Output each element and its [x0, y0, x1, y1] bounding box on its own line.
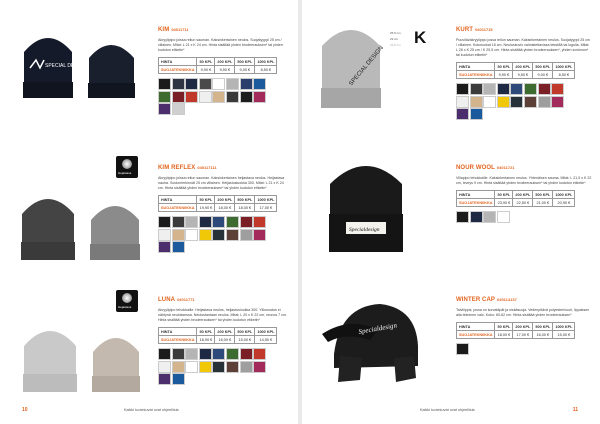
- color-swatch: [158, 103, 171, 115]
- color-swatch: [212, 348, 225, 360]
- color-swatch: [158, 241, 171, 253]
- right-page: [302, 0, 600, 424]
- badge-label: Hejastava: [118, 305, 132, 309]
- color-swatch: [524, 83, 537, 95]
- luna-description: Akryylipipo tehokkaille. Heijastava neulos, heijastusluokka 300. Ylikorostus ei nähtynä neuloksessa. Neulostantaan neulos. Mitat: L 20 x K 22 cm, reunos 7 cm. Hinta sisältää yhden brodeerauksen* tai yhden kudotun etiketin*: [158, 308, 287, 322]
- ruler-label: 23 cm: [390, 37, 399, 41]
- price-cell: 18,00 €: [215, 204, 235, 212]
- color-swatch: [185, 91, 198, 103]
- color-swatch: [212, 216, 225, 228]
- color-swatch: [253, 91, 266, 103]
- color-swatch: [158, 78, 171, 90]
- color-swatch: [240, 78, 253, 90]
- qty-header: 500 KPL: [235, 196, 255, 204]
- color-swatch: [253, 216, 266, 228]
- price-label: HINTA: [457, 323, 495, 331]
- nour-wool-code: 04011721: [496, 165, 515, 170]
- color-swatch: [524, 96, 537, 108]
- price-cell: 9,90 €: [197, 66, 215, 74]
- color-swatch: [470, 83, 483, 95]
- qty-header: 50 KPL: [197, 58, 215, 66]
- kurt-color-swatches: [456, 83, 572, 121]
- price-cell: 9,50 €: [215, 66, 235, 74]
- color-swatch: [483, 96, 496, 108]
- price-cell: 9,00 €: [235, 66, 255, 74]
- price-cell: 18,00 €: [495, 331, 513, 339]
- left-page: [0, 0, 298, 424]
- color-swatch: [470, 108, 483, 120]
- color-swatch: [240, 91, 253, 103]
- kim-reflex-price-table: [158, 195, 277, 212]
- ruler-label: 25,5 cm: [390, 31, 401, 35]
- price-cell: 21,00 €: [533, 199, 553, 207]
- qty-header: 500 KPL: [533, 323, 553, 331]
- price-label: HINTA: [159, 328, 197, 336]
- color-swatch: [483, 83, 496, 95]
- color-swatch: [172, 348, 185, 360]
- kurt-description: Puuvilla/akryylipipo jossa reilun sauman. Kaksinkertainen neulos. Suojatyyppi 25 cm / villainen. Kokoluokat 16 cm. Neuloskuvio valmistettavissa tekstillä tai logolla. Mitat: L 26 x K 25 cm / K 25,5 cm. Hinta sisältää yhden brodeerauksen*, yhden sovinnon* tai kudotun etiketin*: [456, 38, 591, 57]
- color-swatch: [240, 216, 253, 228]
- price-cell: 20,90 €: [553, 199, 575, 207]
- kim-hat-white-logo-image: [18, 30, 87, 100]
- color-swatch: [199, 91, 212, 103]
- kim-hat-print: SPECIAL DESIGN: [45, 63, 87, 69]
- product-nour-wool: [456, 156, 592, 224]
- kim-reflex-hat-grey-image: [86, 198, 144, 262]
- kurt-hat-grey-image: [316, 20, 386, 110]
- finish-label: SUOJATEKNIIKKA: [159, 336, 197, 344]
- kim-name: KIM: [158, 27, 170, 33]
- color-swatch: [226, 229, 239, 241]
- nour-wool-color-swatches: [456, 211, 572, 224]
- color-swatch: [456, 343, 469, 355]
- kurt-name: KURT: [456, 27, 474, 33]
- kim-reflex-hat-dark-image: [16, 190, 80, 262]
- color-swatch: [240, 229, 253, 241]
- color-swatch: [456, 83, 469, 95]
- color-swatch: [253, 348, 266, 360]
- luna-name: LUNA: [158, 297, 176, 303]
- color-swatch: [212, 78, 225, 90]
- qty-header: 1000 KPL: [553, 191, 575, 199]
- color-swatch: [172, 229, 185, 241]
- qty-header: 50 KPL: [495, 191, 513, 199]
- kurt-size-ruler: [390, 30, 401, 48]
- reflective-badge-icon: [116, 156, 138, 178]
- qty-header: 200 KPL: [513, 323, 533, 331]
- color-swatch: [185, 229, 198, 241]
- size-k-label: K: [414, 28, 427, 47]
- color-swatch: [253, 78, 266, 90]
- qty-header: 200 KPL: [513, 63, 533, 71]
- price-cell: 16,00 €: [533, 331, 553, 339]
- finish-label: SUOJATEKNIIKKA: [159, 204, 197, 212]
- kim-hat-dark-image: [84, 38, 139, 100]
- kim-reflex-code: 040117111: [197, 165, 217, 170]
- luna-code: 04011771: [177, 297, 195, 302]
- kim-reflex-description: Akryylipipo joissa reilun sauman. Kaksinkertainen heijastava neulos. Heijastava nauha. Soolomerkinnät 25 cm villainen. Heijastusluokka 300. Mitat: L 21 x K 24 cm. Hinta sisältää yhden brodeerauksen* tai yhden kudotun etiketin*: [158, 176, 285, 190]
- luna-hat-beige-image: [88, 330, 144, 394]
- color-swatch: [538, 96, 551, 108]
- price-cell: 16,90 €: [197, 336, 215, 344]
- color-swatch: [240, 361, 253, 373]
- color-swatch: [158, 348, 171, 360]
- qty-header: 200 KPL: [215, 196, 235, 204]
- price-cell: 8,50 €: [553, 71, 575, 79]
- qty-header: 50 KPL: [197, 196, 215, 204]
- color-swatch: [158, 361, 171, 373]
- color-swatch: [172, 91, 185, 103]
- color-swatch: [158, 216, 171, 228]
- color-swatch: [172, 216, 185, 228]
- qty-header: 200 KPL: [215, 328, 235, 336]
- price-cell: 19,90 €: [197, 204, 215, 212]
- price-cell: 17,00 €: [513, 331, 533, 339]
- color-swatch: [185, 216, 198, 228]
- finish-label: SUOJATEKNIIKKA: [457, 199, 495, 207]
- price-cell: 17,00 €: [255, 204, 277, 212]
- color-swatch: [456, 211, 469, 223]
- color-swatch: [226, 78, 239, 90]
- color-swatch: [199, 216, 212, 228]
- winter-cap-price-table: [456, 322, 575, 339]
- luna-hat-light-image: [18, 322, 82, 394]
- color-swatch: [172, 103, 185, 115]
- price-cell: 23,90 €: [495, 199, 513, 207]
- color-swatch: [226, 361, 239, 373]
- color-swatch: [185, 348, 198, 360]
- badge-label: Hejastava: [118, 171, 132, 175]
- color-swatch: [212, 229, 225, 241]
- color-swatch: [510, 83, 523, 95]
- color-swatch: [240, 348, 253, 360]
- price-label: HINTA: [159, 196, 197, 204]
- color-swatch: [470, 211, 483, 223]
- color-swatch: [253, 361, 266, 373]
- luna-price-table: [158, 327, 277, 344]
- qty-header: 1000 KPL: [255, 328, 277, 336]
- footer-note: Kaikki tuotekuvat ovat ohjeellisia: [124, 408, 179, 412]
- color-swatch: [212, 91, 225, 103]
- color-swatch: [158, 229, 171, 241]
- color-swatch: [483, 211, 496, 223]
- qty-header: 50 KPL: [495, 323, 513, 331]
- color-swatch: [199, 361, 212, 373]
- price-label: HINTA: [159, 58, 197, 66]
- kim-price-table: [158, 57, 277, 74]
- color-swatch: [199, 78, 212, 90]
- color-swatch: [497, 211, 510, 223]
- qty-header: 500 KPL: [235, 328, 255, 336]
- product-luna: [158, 288, 288, 386]
- color-swatch: [158, 91, 171, 103]
- color-swatch: [199, 229, 212, 241]
- qty-header: 500 KPL: [533, 63, 553, 71]
- winter-cap-code: 040114137: [497, 297, 517, 302]
- price-cell: 9,00 €: [533, 71, 553, 79]
- qty-header: 200 KPL: [215, 58, 235, 66]
- nour-wool-hat-image: [324, 154, 408, 254]
- qty-header: 200 KPL: [513, 191, 533, 199]
- color-swatch: [185, 361, 198, 373]
- page-number-left: 10: [22, 407, 28, 413]
- ruler-label: 21,5 cm: [390, 43, 401, 47]
- color-swatch: [158, 373, 171, 385]
- price-label: HINTA: [457, 63, 495, 71]
- kim-color-swatches: [158, 78, 274, 116]
- price-cell: 22,50 €: [513, 199, 533, 207]
- qty-header: 1000 KPL: [553, 63, 575, 71]
- price-cell: 15,00 €: [553, 331, 575, 339]
- kurt-code: 04011715: [475, 27, 493, 32]
- color-swatch: [172, 241, 185, 253]
- color-swatch: [497, 83, 510, 95]
- price-label: HINTA: [457, 191, 495, 199]
- winter-cap-name: WINTER CAP: [456, 297, 495, 303]
- product-kurt: [456, 18, 592, 121]
- kim-reflex-color-swatches: [158, 216, 274, 254]
- color-swatch: [497, 96, 510, 108]
- nour-label-print: Specialdesign: [349, 227, 380, 233]
- color-swatch: [470, 96, 483, 108]
- color-swatch: [212, 361, 225, 373]
- product-winter-cap: [456, 288, 592, 356]
- page-number-right: 11: [572, 407, 578, 413]
- price-cell: 18,00 €: [235, 204, 255, 212]
- color-swatch: [253, 229, 266, 241]
- color-swatch: [456, 108, 469, 120]
- qty-header: 1000 KPL: [255, 196, 277, 204]
- color-swatch: [226, 216, 239, 228]
- finish-label: SUOJATEKNIIKKA: [159, 66, 197, 74]
- product-kim: [158, 18, 288, 116]
- nour-wool-price-table: [456, 190, 575, 207]
- color-swatch: [172, 361, 185, 373]
- color-swatch: [510, 96, 523, 108]
- price-cell: 9,50 €: [513, 71, 533, 79]
- color-swatch: [185, 78, 198, 90]
- nour-wool-name: NOUR WOOL: [456, 165, 495, 171]
- winter-cap-image: [320, 296, 430, 386]
- qty-header: 50 KPL: [495, 63, 513, 71]
- qty-header: 500 KPL: [533, 191, 553, 199]
- color-swatch: [226, 91, 239, 103]
- luna-color-swatches: [158, 348, 274, 386]
- price-cell: 15,00 €: [235, 336, 255, 344]
- finish-label: SUOJATEKNIIKKA: [457, 71, 495, 79]
- qty-header: 1000 KPL: [255, 58, 277, 66]
- kim-description: Akryylipipo joissa reilun sauman. Kaksinkertainen neulos. Suojatyyppi 25 cm / villainen. Mitat: L 21 x K 24 cm. Hinta sisältää yhden brodeerauksen* tai yhden kudotun etiketin*: [158, 38, 283, 52]
- color-swatch: [538, 83, 551, 95]
- price-cell: 16,00 €: [215, 336, 235, 344]
- color-swatch: [199, 348, 212, 360]
- kim-code: 04011711: [171, 27, 189, 32]
- winter-cap-description: Talvilippis, jossa on korvaläpät ja niskäsuoja. Vedenpitävä polyesterivuori, lippaksen alla tekninen valo. Koko: 60-62 cm. Hinta sisältää yhden brodeerauksen*: [456, 308, 590, 317]
- color-swatch: [226, 348, 239, 360]
- color-swatch: [456, 96, 469, 108]
- cap-print: Specialdesign: [357, 321, 398, 336]
- color-swatch: [551, 83, 564, 95]
- qty-header: 50 KPL: [197, 328, 215, 336]
- qty-header: 1000 KPL: [553, 323, 575, 331]
- winter-cap-color-swatches: [456, 343, 572, 356]
- kurt-price-table: [456, 62, 575, 79]
- finish-label: SUOJATEKNIIKKA: [457, 331, 495, 339]
- product-kim-reflex: [158, 156, 288, 254]
- nour-wool-description: Villapipo tehokkaille. Kaksinkertainen neulos. Yhtenäinen sauma. Mitat: L 21,5 x K 22 cm, leveys 9 cm. Hinta sisältää yhden brodeerauksen* tai yhden kudotun etiketin*: [456, 176, 592, 185]
- color-swatch: [172, 78, 185, 90]
- reflective-badge-icon: [116, 290, 138, 312]
- color-swatch: [551, 96, 564, 108]
- kim-reflex-name: KIM REFLEX: [158, 165, 196, 171]
- price-cell: 8,50 €: [255, 66, 277, 74]
- price-cell: 14,50 €: [255, 336, 277, 344]
- qty-header: 500 KPL: [235, 58, 255, 66]
- kurt-hat-print: SPECIAL DESIGN: [348, 45, 385, 88]
- color-swatch: [172, 373, 185, 385]
- footer-note: Kaikki tuotekuvat ovat ohjeellisia: [420, 408, 475, 412]
- price-cell: 9,90 €: [495, 71, 513, 79]
